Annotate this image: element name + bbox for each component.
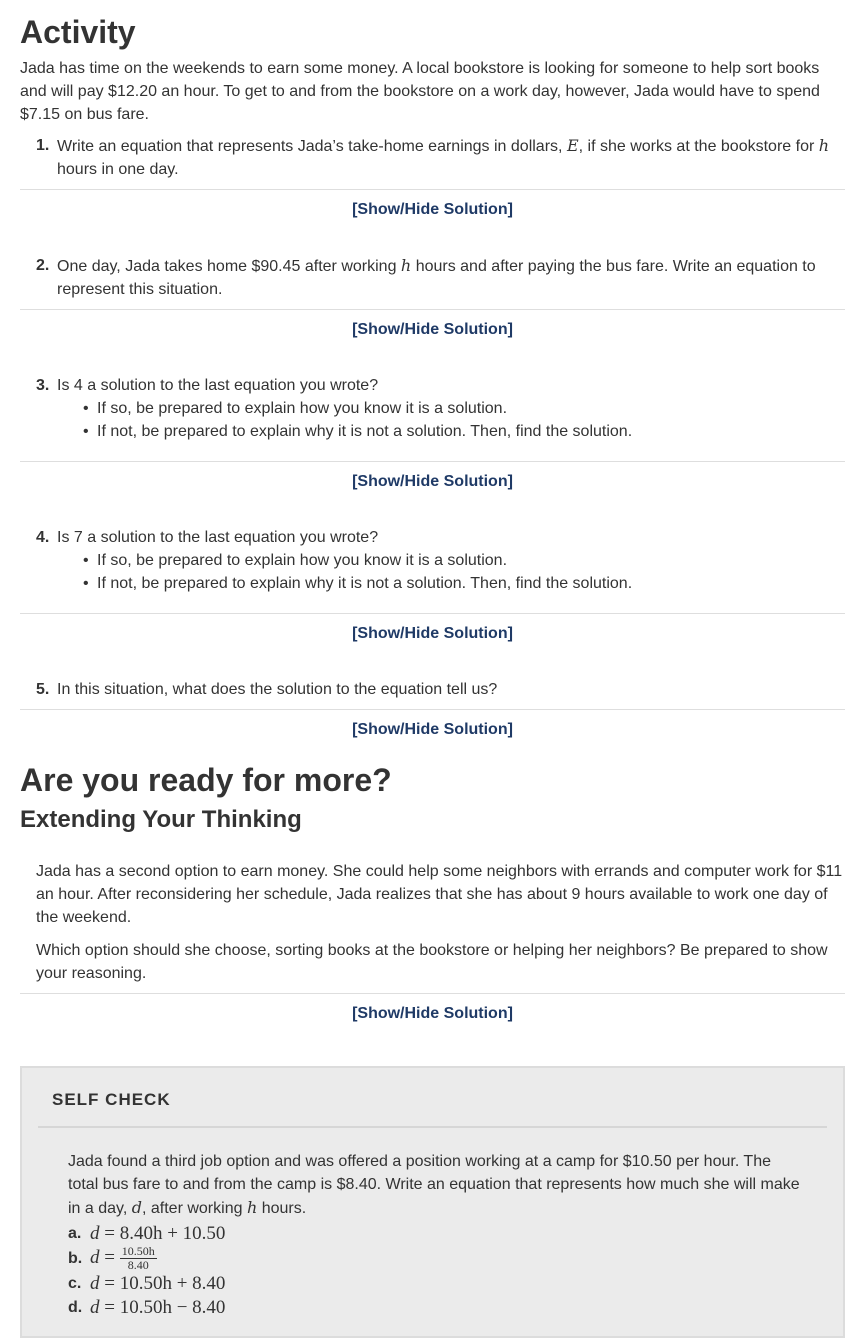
question-2: [20, 254, 845, 301]
question-text: , if she works at the bookstore for: [578, 138, 815, 155]
question-text: Is 7 a solution to the last equation you wrote?: [57, 529, 379, 546]
question-text: hours.: [261, 1200, 307, 1217]
show-hide-solution-4[interactable]: [Show/Hide Solution]: [20, 613, 845, 652]
self-check-body: [22, 1128, 843, 1319]
question-5: [20, 678, 845, 701]
question-number: 4.: [36, 529, 50, 546]
answer-options: [68, 1221, 803, 1319]
more-title: Are you ready for more?: [20, 762, 392, 798]
question-text: hours and after paying the bus fare. Write an equation to represent this situation.: [57, 258, 816, 298]
variable-e: E: [566, 136, 579, 155]
variable-d: d: [90, 1272, 100, 1294]
option-label: a.: [68, 1224, 82, 1242]
fraction-numerator: 10.50h: [121, 1243, 155, 1258]
extension-paragraph-1: Jada has a second option to earn money. She could help some neighbors with errands and computer work for $11 an hour. After reconsidering her schedule, Jada realizes that she has about 9 hours available to work one day of the weekend.: [36, 863, 843, 926]
question-text: One day, Jada takes home $90.45 after working: [57, 258, 397, 275]
list-item: • If not, be prepared to explain why it is not a solution. Then, find the solution.: [97, 572, 845, 595]
self-check-panel: [20, 1066, 845, 1338]
self-check-heading: SELF CHECK: [38, 1068, 827, 1128]
fraction: [120, 1245, 157, 1272]
question-number: 5.: [36, 681, 50, 698]
option-b[interactable]: [68, 1245, 803, 1271]
variable-h: h: [246, 1198, 258, 1217]
question-text: hours in one day.: [57, 161, 179, 178]
question-number: 1.: [36, 137, 50, 154]
activity-intro: Jada has time on the weekends to earn some money. A local bookstore is looking for someone to help sort books and will pay $12.20 an hour. To get to and from the bookstore on a work day, however, Jada would have to spend $7.15 on bus fare.: [20, 60, 820, 123]
list-item: • If not, be prepared to explain why it is not a solution. Then, find the solution.: [97, 420, 845, 443]
equation-rhs: = 10.50h + 8.40: [104, 1272, 226, 1294]
self-check-question: [68, 1150, 803, 1220]
show-hide-solution-1[interactable]: [Show/Hide Solution]: [20, 189, 845, 228]
fraction-denominator: 8.40: [127, 1257, 149, 1272]
equation-rhs: = 10.50h − 8.40: [104, 1296, 226, 1318]
bullet-list: [57, 549, 845, 595]
question-4: [20, 526, 845, 595]
variable-d: d: [90, 1296, 100, 1318]
show-hide-solution-2[interactable]: [Show/Hide Solution]: [20, 309, 845, 348]
variable-d: d: [90, 1246, 100, 1268]
question-number: 2.: [36, 257, 50, 274]
question-text: Write an equation that represents Jada’s take-home earnings in dollars,: [57, 138, 563, 155]
question-text: Jada found a third job option and was offered a position working at a camp for $10.50 per hour. The total bus fare to and from the camp is $8.40. Write an equation that represents how much she will make in a day,: [68, 1153, 800, 1217]
option-equation: [90, 1245, 157, 1272]
extension-paragraph-2: Which option should she choose, sorting books at the bookstore or helping her neighbors? Be prepared to show your reasoning.: [36, 942, 828, 982]
activity-title: Activity: [20, 14, 136, 50]
option-d[interactable]: [68, 1295, 803, 1319]
bullet-list: [57, 397, 845, 443]
question-number: 3.: [36, 377, 50, 394]
question-text: Is 4 a solution to the last equation you wrote?: [57, 377, 379, 394]
option-label: c.: [68, 1274, 82, 1292]
option-equation: [90, 1222, 225, 1245]
show-hide-solution-5[interactable]: [Show/Hide Solution]: [20, 709, 845, 748]
equation-rhs: = 8.40h + 10.50: [104, 1222, 226, 1244]
variable-h: h: [400, 256, 412, 275]
equation-rhs: =: [104, 1246, 115, 1268]
variable-h: h: [818, 136, 830, 155]
variable-d: d: [131, 1198, 142, 1217]
list-item: • If so, be prepared to explain how you know it is a solution.: [97, 549, 845, 572]
option-label: b.: [68, 1249, 83, 1267]
option-equation: [90, 1296, 225, 1319]
variable-d: d: [90, 1222, 100, 1244]
question-text: , after working: [142, 1200, 243, 1217]
option-a[interactable]: [68, 1221, 803, 1245]
option-c[interactable]: [68, 1271, 803, 1295]
show-hide-solution-3[interactable]: [Show/Hide Solution]: [20, 461, 845, 500]
question-3: [20, 374, 845, 443]
show-hide-solution-6[interactable]: [Show/Hide Solution]: [20, 993, 845, 1032]
list-item: • If so, be prepared to explain how you know it is a solution.: [97, 397, 845, 420]
option-label: d.: [68, 1298, 83, 1316]
extension-text: [20, 860, 845, 985]
more-subtitle: Extending Your Thinking: [20, 806, 302, 833]
option-equation: [90, 1272, 225, 1295]
question-1: [20, 134, 845, 181]
question-text: In this situation, what does the solution to the equation tell us?: [57, 681, 498, 698]
